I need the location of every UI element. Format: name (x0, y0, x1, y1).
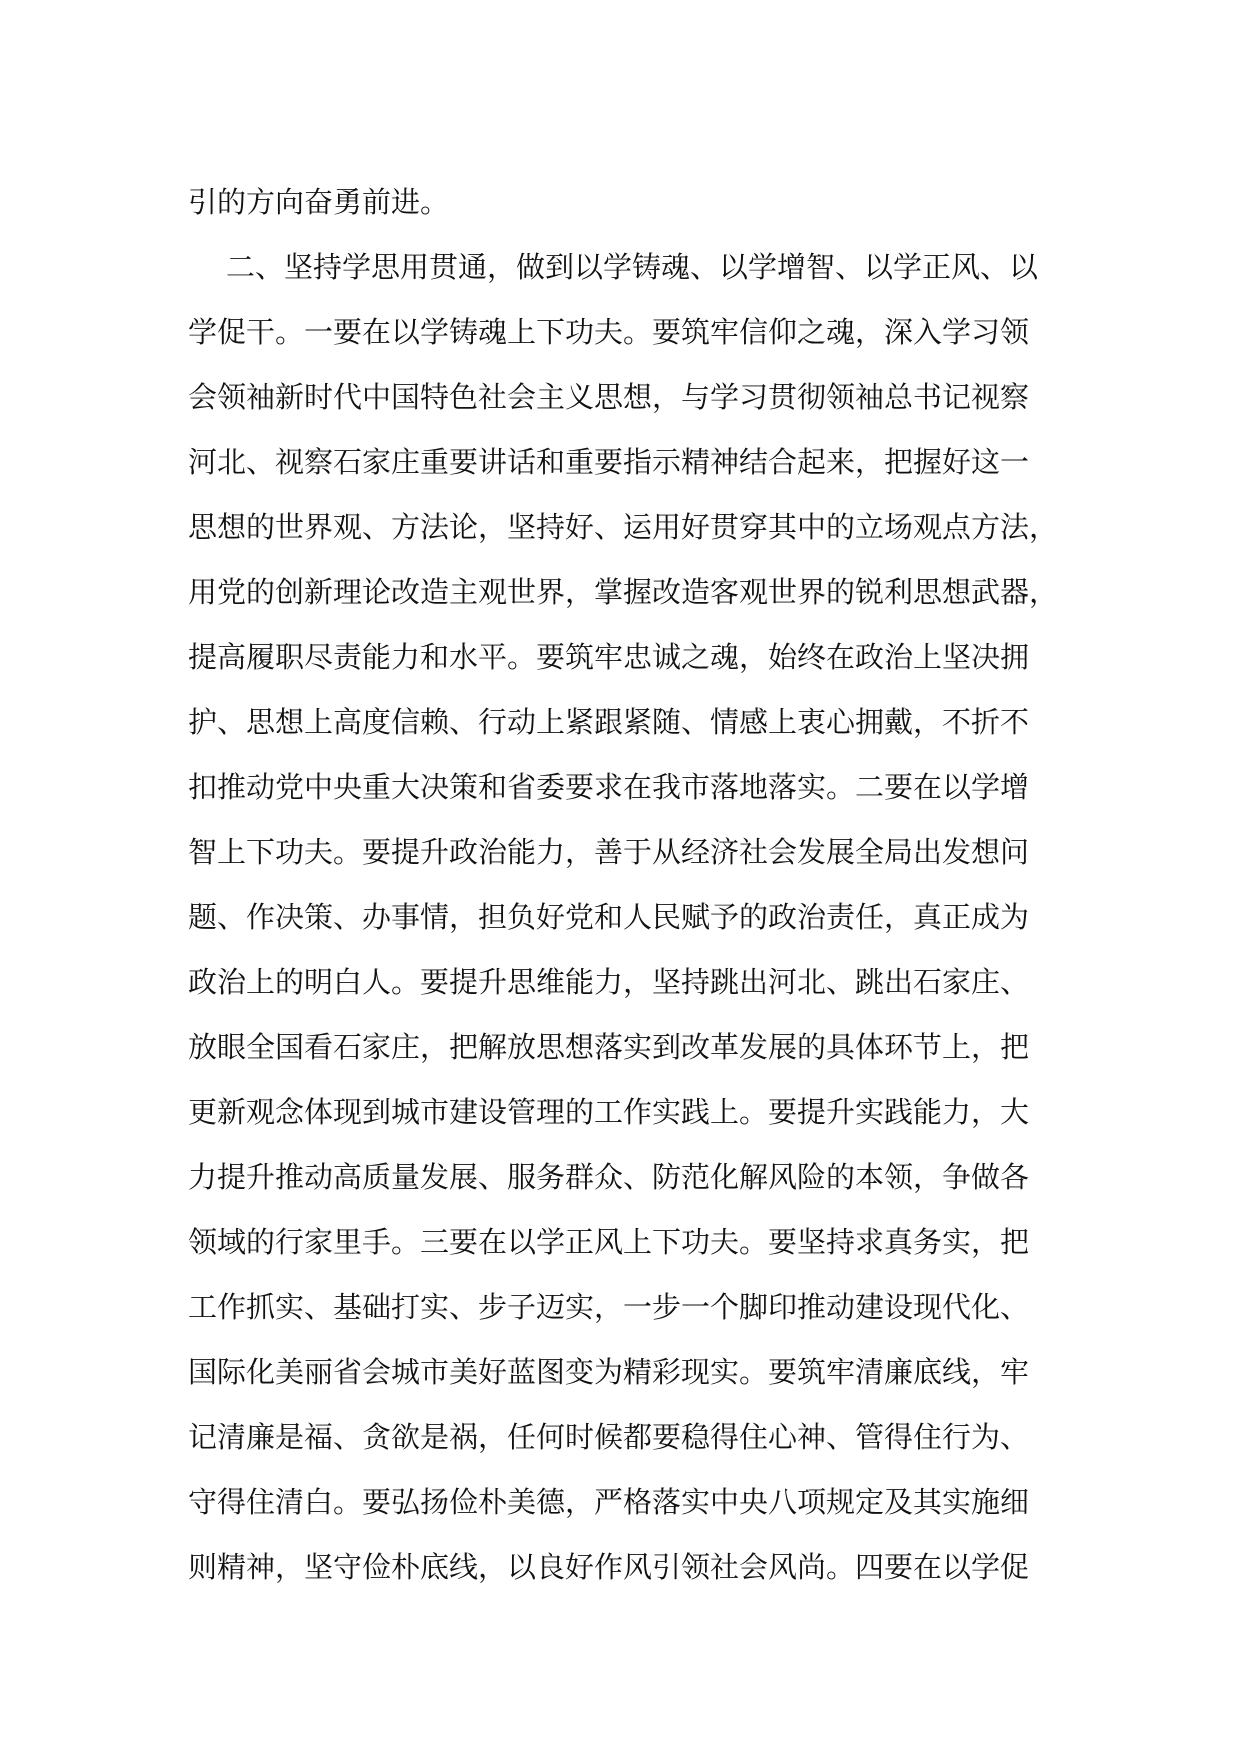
text-line: 题、作决策、办事情，担负好党和人民赋予的政治责任，真正成为 (188, 900, 1030, 934)
section-heading-line: 二、坚持学思用贯通，做到以学铸魂、以学增智、以学正风、以 (226, 250, 1039, 284)
text-line: 扣推动党中央重大决策和省委要求在我市落地落实。二要在以学增 (188, 770, 1030, 804)
text-line: 会领袖新时代中国特色社会主义思想，与学习贯彻领袖总书记视察 (188, 380, 1030, 414)
text-line: 记清廉是福、贪欲是祸，任何时候都要稳得住心神、管得住行为、 (188, 1420, 1030, 1454)
text-line: 放眼全国看石家庄，把解放思想落实到改革发展的具体环节上，把 (188, 1030, 1030, 1064)
text-line: 力提升推动高质量发展、服务群众、防范化解风险的本领，争做各 (188, 1160, 1030, 1194)
text-line: 则精神，坚守俭朴底线，以良好作风引领社会风尚。四要在以学促 (188, 1550, 1030, 1584)
text-line: 更新观念体现到城市建设管理的工作实践上。要提升实践能力，大 (188, 1095, 1030, 1129)
text-line: 守得住清白。要弘扬俭朴美德，严格落实中央八项规定及其实施细 (188, 1485, 1030, 1519)
text-line: 工作抓实、基础打实、步子迈实，一步一个脚印推动建设现代化、 (188, 1290, 1030, 1324)
text-line: 提高履职尽责能力和水平。要筑牢忠诚之魂，始终在政治上坚决拥 (188, 640, 1030, 674)
text-line: 用党的创新理论改造主观世界，掌握改造客观世界的锐利思想武器， (188, 575, 1059, 609)
text-line: 河北、视察石家庄重要讲话和重要指示精神结合起来，把握好这一 (188, 445, 1030, 479)
text-line: 学促干。一要在以学铸魂上下功夫。要筑牢信仰之魂，深入学习领 (188, 315, 1030, 349)
text-line: 护、思想上高度信赖、行动上紧跟紧随、情感上衷心拥戴，不折不 (188, 705, 1030, 739)
body-text (188, 170, 1088, 1600)
text-line: 领域的行家里手。三要在以学正风上下功夫。要坚持求真务实，把 (188, 1225, 1030, 1259)
text-line: 思想的世界观、方法论，坚持好、运用好贯穿其中的立场观点方法， (188, 510, 1059, 544)
text-line: 引的方向奋勇前进。 (188, 185, 450, 219)
text-line: 智上下功夫。要提升政治能力，善于从经济社会发展全局出发想问 (188, 835, 1030, 869)
text-line: 国际化美丽省会城市美好蓝图变为精彩现实。要筑牢清廉底线，牢 (188, 1355, 1030, 1389)
text-line: 政治上的明白人。要提升思维能力，坚持跳出河北、跳出石家庄、 (188, 965, 1030, 999)
